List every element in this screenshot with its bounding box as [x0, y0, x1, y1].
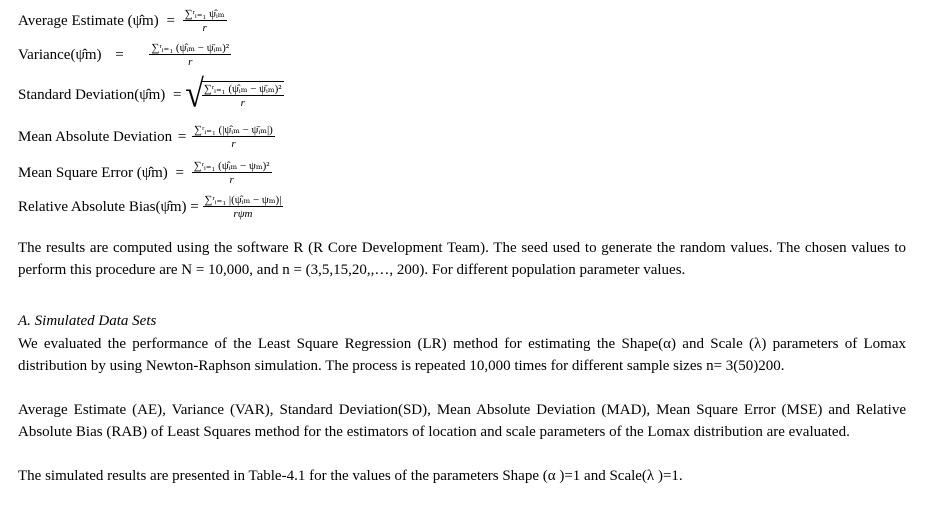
denominator: rψm — [233, 208, 253, 220]
fraction — [149, 42, 231, 69]
equals-sign: = — [173, 86, 182, 103]
denominator: r — [231, 138, 236, 150]
formula-label: Standard Deviation(ψ̂m) — [18, 86, 166, 103]
paragraph-measures: Average Estimate (AE), Variance (VAR), Standard Deviation(SD), Mean Absolute Deviation (MAD), Mean Square Error (MSE) and Relative Absolute Bias (RAB) of Least Squares method for the estimators of location and scale parameters of the Lomax distribution are evaluated. — [18, 402, 906, 440]
formula-mean-absolute-deviation — [18, 124, 275, 151]
numerator: ∑ʳᵢ₌₁ (ψ̂ᵢₘ − ψₘ)² — [193, 160, 270, 172]
formula-label: Mean Absolute Deviation — [18, 129, 173, 145]
equals-sign: = — [166, 13, 175, 29]
numerator: ∑ʳᵢ₌₁ (ψ̂ᵢₘ − ψ̄ᵢₘ)² — [151, 42, 230, 54]
formula-variance — [18, 42, 231, 69]
formula-mean-square-error — [18, 160, 272, 187]
square-root — [185, 73, 283, 116]
paragraph-results-software: The results are computed using the software R (R Core Development Team). The seed used to generate the random values. The chosen values to perform this procedure are N = 10,000, and n = (3,5,15,20,,…, 200). For different population parameter values. — [18, 240, 906, 278]
numerator: ∑ʳᵢ₌₁ |(ψ̂ᵢₘ − ψₘ)| — [204, 194, 282, 206]
equals-sign: = — [175, 165, 184, 181]
formula-label: Relative Absolute Bias(ψ̂m) — [18, 199, 187, 215]
section-heading: A. Simulated Data Sets — [18, 313, 157, 329]
radical-sign-icon: √ — [185, 73, 204, 116]
formula-label: Mean Square Error (ψ̂m) — [18, 165, 168, 181]
fraction — [203, 194, 284, 221]
fraction — [183, 8, 227, 35]
equals-sign: = — [177, 129, 187, 145]
equals-sign: = — [115, 47, 124, 63]
equals-sign: = — [190, 199, 199, 215]
denominator: r — [229, 174, 234, 186]
denominator: r — [202, 22, 207, 34]
fraction — [202, 83, 284, 110]
numerator: ∑ʳᵢ₌₁ (|ψ̂ᵢₘ − ψ̄ᵢₘ|) — [194, 124, 273, 136]
formula-standard-deviation — [18, 73, 284, 116]
formula-label: Variance(ψ̂m) — [18, 47, 102, 63]
denominator: r — [240, 96, 245, 109]
formula-relative-absolute-bias — [18, 194, 283, 221]
denominator: r — [188, 56, 193, 68]
numerator: ∑ʳᵢ₌₁ ψ̂ᵢₘ — [184, 8, 225, 20]
fraction — [192, 124, 275, 151]
numerator: ∑ʳᵢ₌₁ (ψ̂ᵢₘ − ψ̄ᵢₘ)² — [203, 82, 282, 95]
fraction — [192, 160, 272, 187]
formula-label: Average Estimate (ψ̂m) — [18, 13, 159, 29]
paragraph-evaluation: We evaluated the performance of the Least Square Regression (LR) method for estimating the Shape(α) and Scale (λ) parameters of Lomax distribution by using Newton-Raphson simulation. The process is repeated 10,000 times for different sample sizes n= 3(50)200. — [18, 336, 906, 374]
paragraph-table-reference: The simulated results are presented in Table-4.1 for the values of the parameters Shape (α )=1 and Scale(λ )=1. — [18, 468, 683, 484]
formula-average-estimate — [18, 8, 227, 35]
